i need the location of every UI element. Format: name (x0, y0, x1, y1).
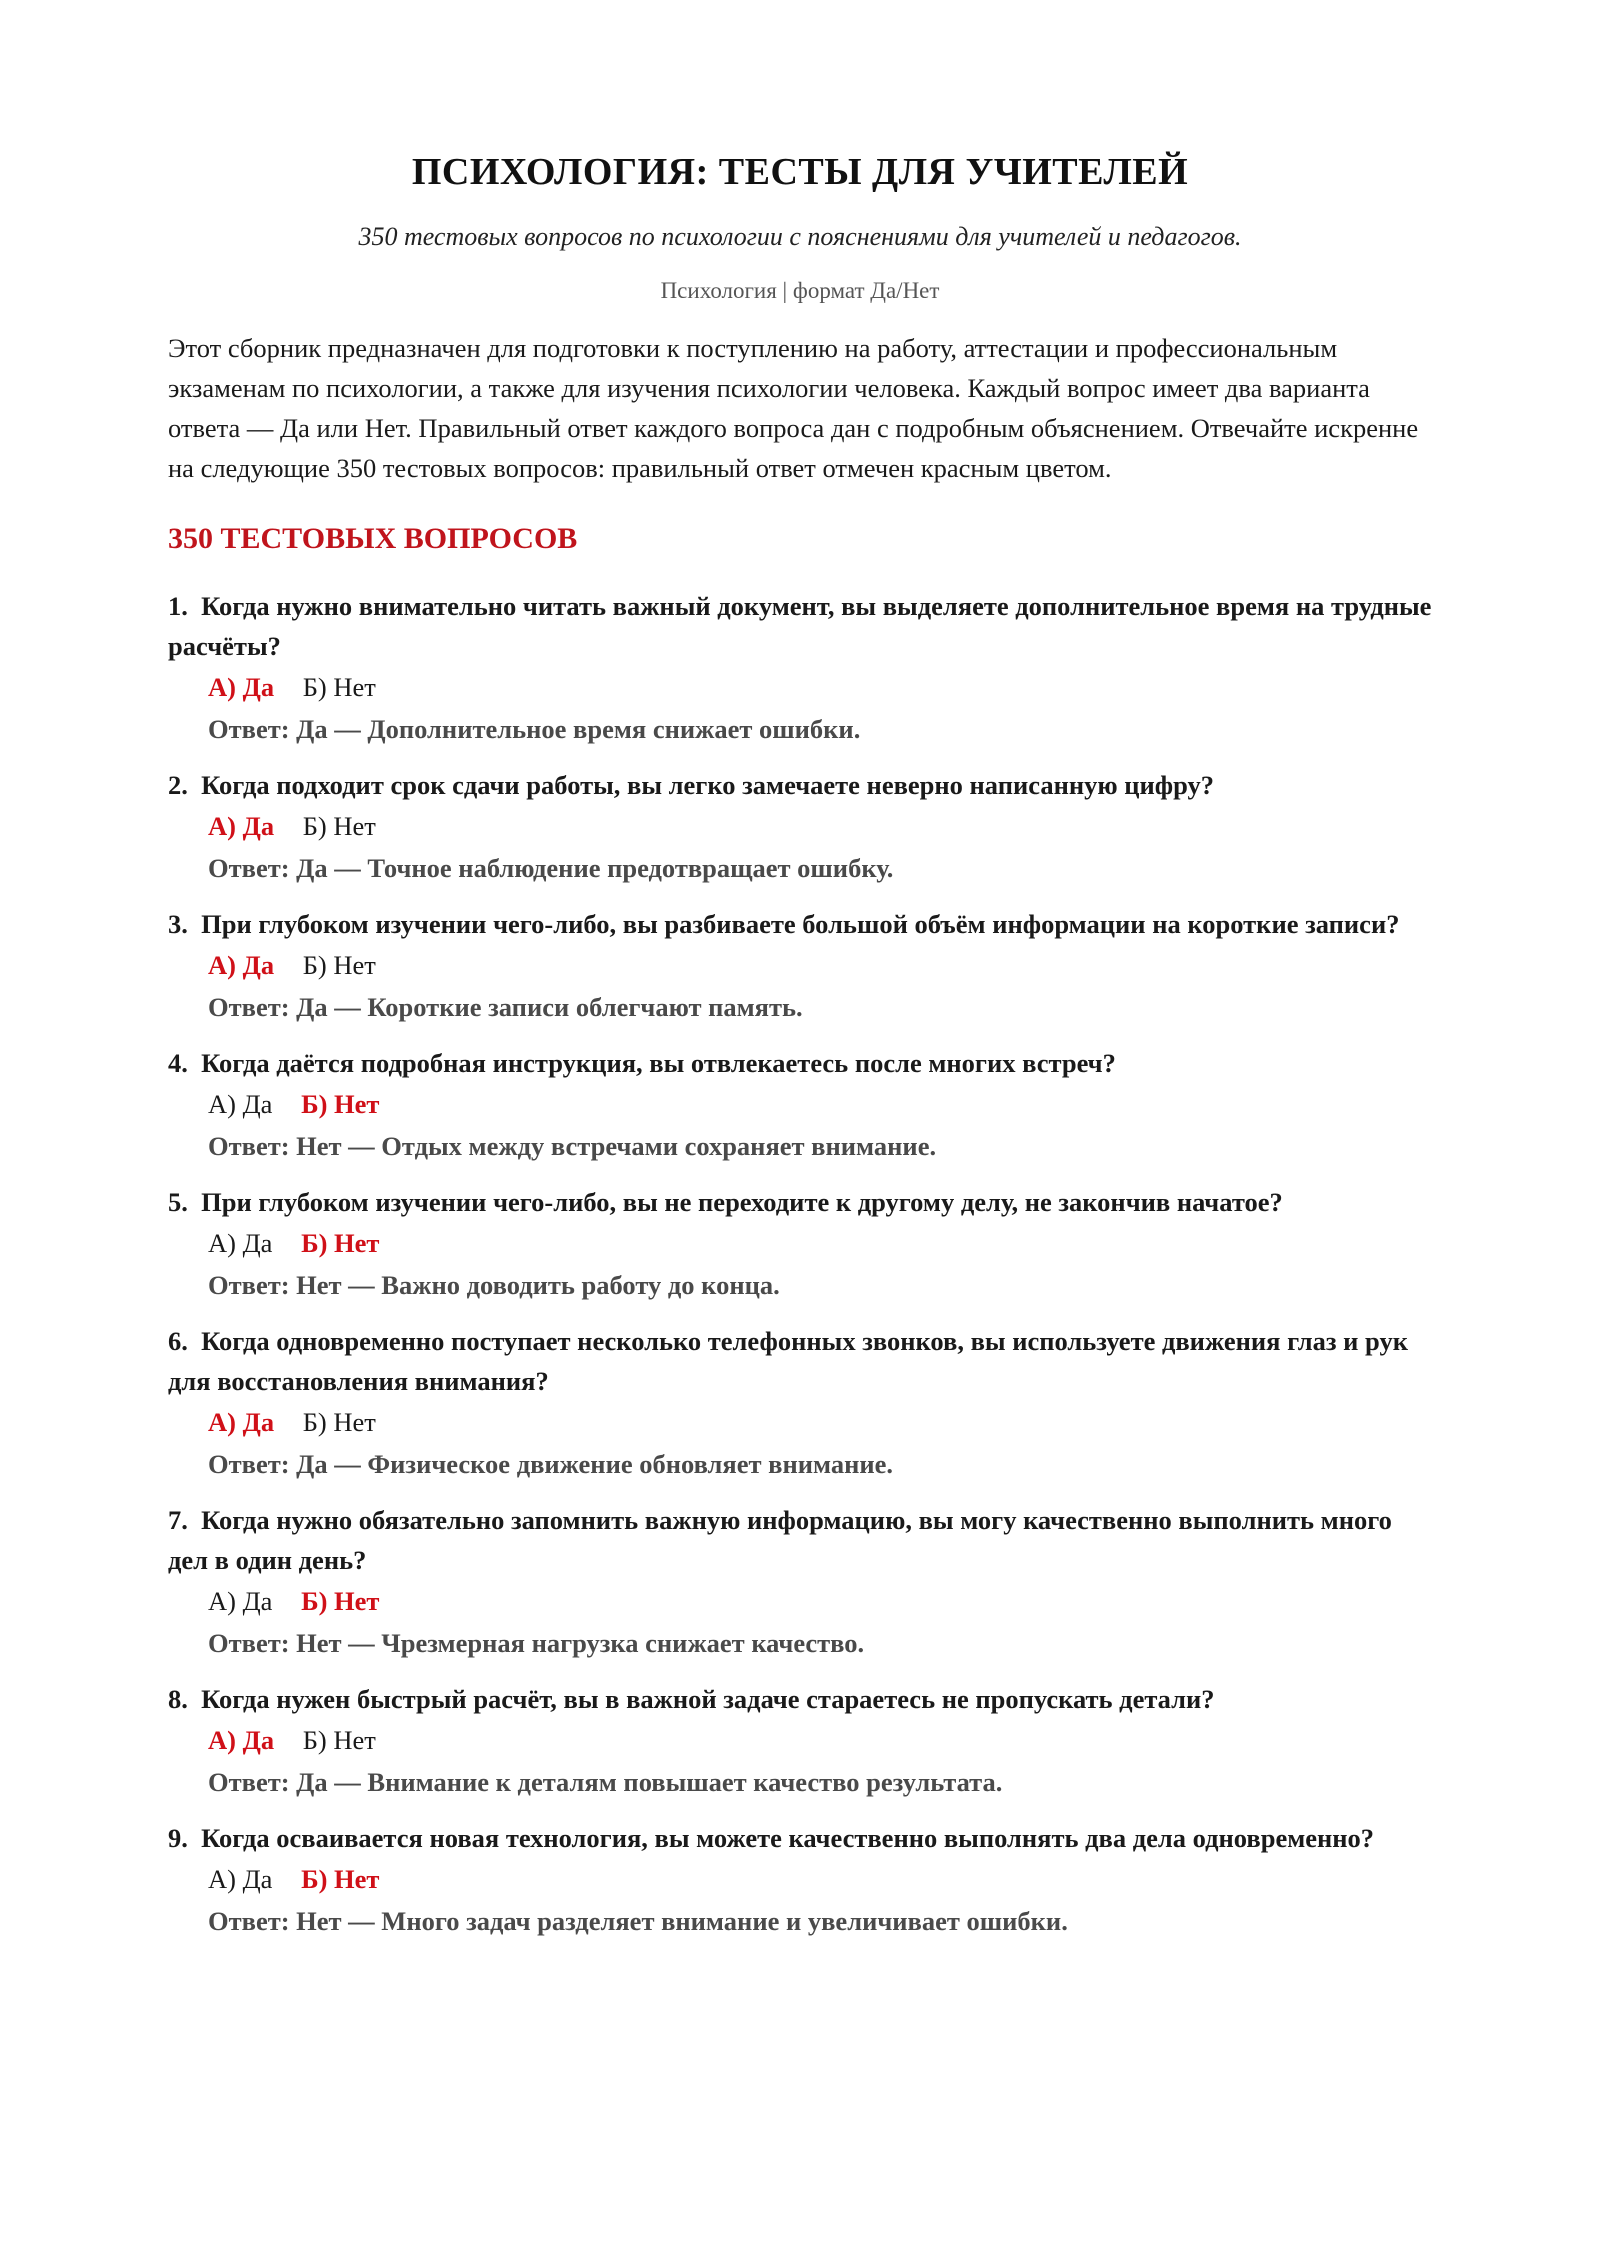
question-item (168, 1182, 1432, 1306)
option-b: Б) Нет (301, 1228, 380, 1258)
option-a: А) Да (208, 1407, 275, 1437)
question-text (168, 1500, 1432, 1580)
intro-paragraph: Этот сборник предназначен для подготовки к поступлению на работу, аттестации и профессиональным экзаменам по психологии, а также для изучения психологии человека. Каждый вопрос имеет два варианта ответа — Да или Нет. Правильный ответ каждого вопроса дан с подробным объяснением. Отвечайте искренне на следующие 350 тестовых вопросов: правильный ответ отмечен красным цветом. (168, 333, 1419, 483)
options-row (168, 944, 1432, 986)
question-item (168, 1043, 1432, 1167)
options-row (168, 1222, 1432, 1264)
question-text (168, 1182, 1432, 1222)
section-heading: 350 ТЕСТОВЫХ ВОПРОСОВ (168, 522, 578, 555)
options-row (168, 1580, 1432, 1622)
option-a: А) Да (208, 1089, 273, 1119)
question-text (168, 586, 1432, 666)
answer-explanation: Ответ: Да — Дополнительное время снижает ошибки. (208, 714, 861, 744)
option-a: А) Да (208, 672, 275, 702)
question-text (168, 1321, 1432, 1401)
question-number: 7. (168, 1505, 188, 1535)
question-number: 1. (168, 591, 188, 621)
option-b: Б) Нет (302, 950, 376, 980)
answer-explanation: Ответ: Нет — Отдых между встречами сохраняет внимание. (208, 1131, 937, 1161)
option-b: Б) Нет (302, 1725, 376, 1755)
answer-explanation: Ответ: Да — Короткие записи облегчают память. (208, 992, 803, 1022)
question-body: Когда осваивается новая технология, вы можете качественно выполнять два дела одновременно? (201, 1823, 1375, 1853)
options-row (168, 1858, 1432, 1900)
option-a: А) Да (208, 1228, 273, 1258)
question-item (168, 765, 1432, 889)
option-b: Б) Нет (301, 1864, 380, 1894)
question-text (168, 1818, 1432, 1858)
option-a: А) Да (208, 1725, 275, 1755)
question-item (168, 1321, 1432, 1485)
option-b: Б) Нет (301, 1089, 380, 1119)
question-body: Когда подходит срок сдачи работы, вы легко замечаете неверно написанную цифру? (201, 770, 1214, 800)
question-text (168, 904, 1432, 944)
question-body: Когда нужно внимательно читать важный документ, вы выделяете дополнительное время на трудные расчёты? (168, 591, 1432, 661)
answer-explanation: Ответ: Нет — Много задач разделяет внимание и увеличивает ошибки. (208, 1906, 1068, 1936)
option-a: А) Да (208, 950, 275, 980)
options-row (168, 1401, 1432, 1443)
answer-explanation: Ответ: Да — Физическое движение обновляет внимание. (208, 1449, 894, 1479)
answer-explanation: Ответ: Да — Точное наблюдение предотвращает ошибку. (208, 853, 894, 883)
option-a: А) Да (208, 811, 275, 841)
question-body: При глубоком изучении чего-либо, вы разбиваете большой объём информации на короткие записи? (201, 909, 1400, 939)
question-text (168, 765, 1432, 805)
question-item (168, 1679, 1432, 1803)
question-item (168, 586, 1432, 750)
answer-explanation: Ответ: Да — Внимание к деталям повышает качество результата. (208, 1767, 1003, 1797)
category-format-line: Психология | формат Да/Нет (660, 278, 940, 303)
options-row (168, 1083, 1432, 1125)
question-body: Когда нужно обязательно запомнить важную информацию, вы могу качественно выполнить много дел в один день? (168, 1505, 1392, 1575)
question-number: 2. (168, 770, 188, 800)
option-b: Б) Нет (302, 672, 376, 702)
options-row (168, 1719, 1432, 1761)
question-number: 8. (168, 1684, 188, 1714)
question-number: 3. (168, 909, 188, 939)
question-number: 4. (168, 1048, 188, 1078)
page-title: ПСИХОЛОГИЯ: ТЕСТЫ ДЛЯ УЧИТЕЛЕЙ (411, 151, 1189, 193)
question-body: Когда даётся подробная инструкция, вы отвлекаетесь после многих встреч? (201, 1048, 1116, 1078)
page-subtitle: 350 тестовых вопросов по психологии с пояснениями для учителей и педагогов. (358, 222, 1242, 251)
question-body: При глубоком изучении чего-либо, вы не переходите к другому делу, не закончив начатое? (201, 1187, 1283, 1217)
option-a: А) Да (208, 1586, 273, 1616)
question-text (168, 1679, 1432, 1719)
option-a: А) Да (208, 1864, 273, 1894)
options-row (168, 666, 1432, 708)
option-b: Б) Нет (301, 1586, 380, 1616)
answer-explanation: Ответ: Нет — Важно доводить работу до конца. (208, 1270, 780, 1300)
question-item (168, 904, 1432, 1028)
question-text (168, 1043, 1432, 1083)
question-list (168, 586, 1432, 1942)
question-body: Когда нужен быстрый расчёт, вы в важной задаче стараетесь не пропускать детали? (201, 1684, 1215, 1714)
question-item (168, 1500, 1432, 1664)
question-item (168, 1818, 1432, 1942)
question-number: 9. (168, 1823, 188, 1853)
options-row (168, 805, 1432, 847)
answer-explanation: Ответ: Нет — Чрезмерная нагрузка снижает качество. (208, 1628, 865, 1658)
option-b: Б) Нет (302, 811, 376, 841)
question-body: Когда одновременно поступает несколько телефонных звонков, вы используете движения глаз и рук для восстановления внимания? (168, 1326, 1408, 1396)
question-number: 5. (168, 1187, 188, 1217)
option-b: Б) Нет (302, 1407, 376, 1437)
question-number: 6. (168, 1326, 188, 1356)
